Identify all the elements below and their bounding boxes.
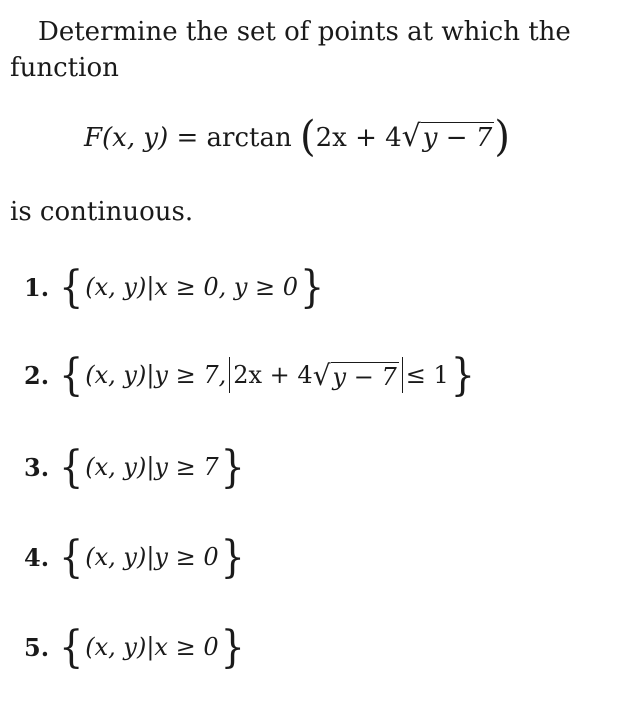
formula-equals: =: [176, 123, 199, 153]
right-brace: }: [450, 349, 475, 401]
left-brace: {: [59, 531, 84, 583]
option-sqrt: √y − 7: [312, 358, 397, 392]
left-brace: {: [59, 441, 84, 493]
right-brace: }: [300, 261, 325, 313]
option-set: (x, y)|x ≥ 0: [85, 633, 219, 661]
right-brace: }: [220, 441, 245, 493]
right-brace: }: [220, 531, 245, 583]
formula-arctan: arctan: [206, 123, 292, 153]
answer-option-2[interactable]: [24, 350, 604, 400]
answer-option-5[interactable]: [24, 622, 604, 672]
answer-option-4[interactable]: [24, 532, 604, 582]
left-brace: {: [59, 261, 84, 313]
option-number: 5.: [24, 632, 50, 662]
left-brace: {: [59, 349, 84, 401]
answer-option-1[interactable]: [24, 262, 604, 312]
abs-bar-left: [229, 357, 230, 393]
formula-right-paren: ): [494, 112, 510, 162]
option-inequality: ≤ 1: [405, 361, 449, 389]
left-brace: {: [59, 621, 84, 673]
option-radicand: y − 7: [332, 362, 397, 391]
option-set: (x, y)|y ≥ 7,: [85, 361, 227, 389]
question-text: [10, 14, 600, 86]
formula-coef: 2x + 4: [315, 123, 402, 153]
function-formula: [84, 114, 544, 160]
formula-left-paren: (: [300, 112, 316, 162]
abs-bar-right: [402, 357, 403, 393]
option-number: 3.: [24, 452, 50, 482]
option-abs-coef: 2x + 4: [233, 361, 313, 389]
option-set: (x, y)|y ≥ 7: [85, 453, 219, 481]
option-number: 4.: [24, 542, 50, 572]
question-tail: is continuous.: [10, 197, 194, 227]
formula-sqrt: √y − 7: [401, 119, 493, 154]
answer-option-3[interactable]: [24, 442, 604, 492]
question-line-2: function: [10, 53, 119, 83]
option-set: (x, y)|x ≥ 0, y ≥ 0: [85, 273, 299, 301]
option-number: 2.: [24, 360, 50, 390]
option-set: (x, y)|y ≥ 0: [85, 543, 219, 571]
question-line-1: Determine the set of points at which the: [38, 17, 571, 47]
formula-lhs: F(x, y): [84, 123, 169, 153]
option-number: 1.: [24, 272, 50, 302]
right-brace: }: [220, 621, 245, 673]
formula-radicand: y − 7: [422, 123, 493, 153]
